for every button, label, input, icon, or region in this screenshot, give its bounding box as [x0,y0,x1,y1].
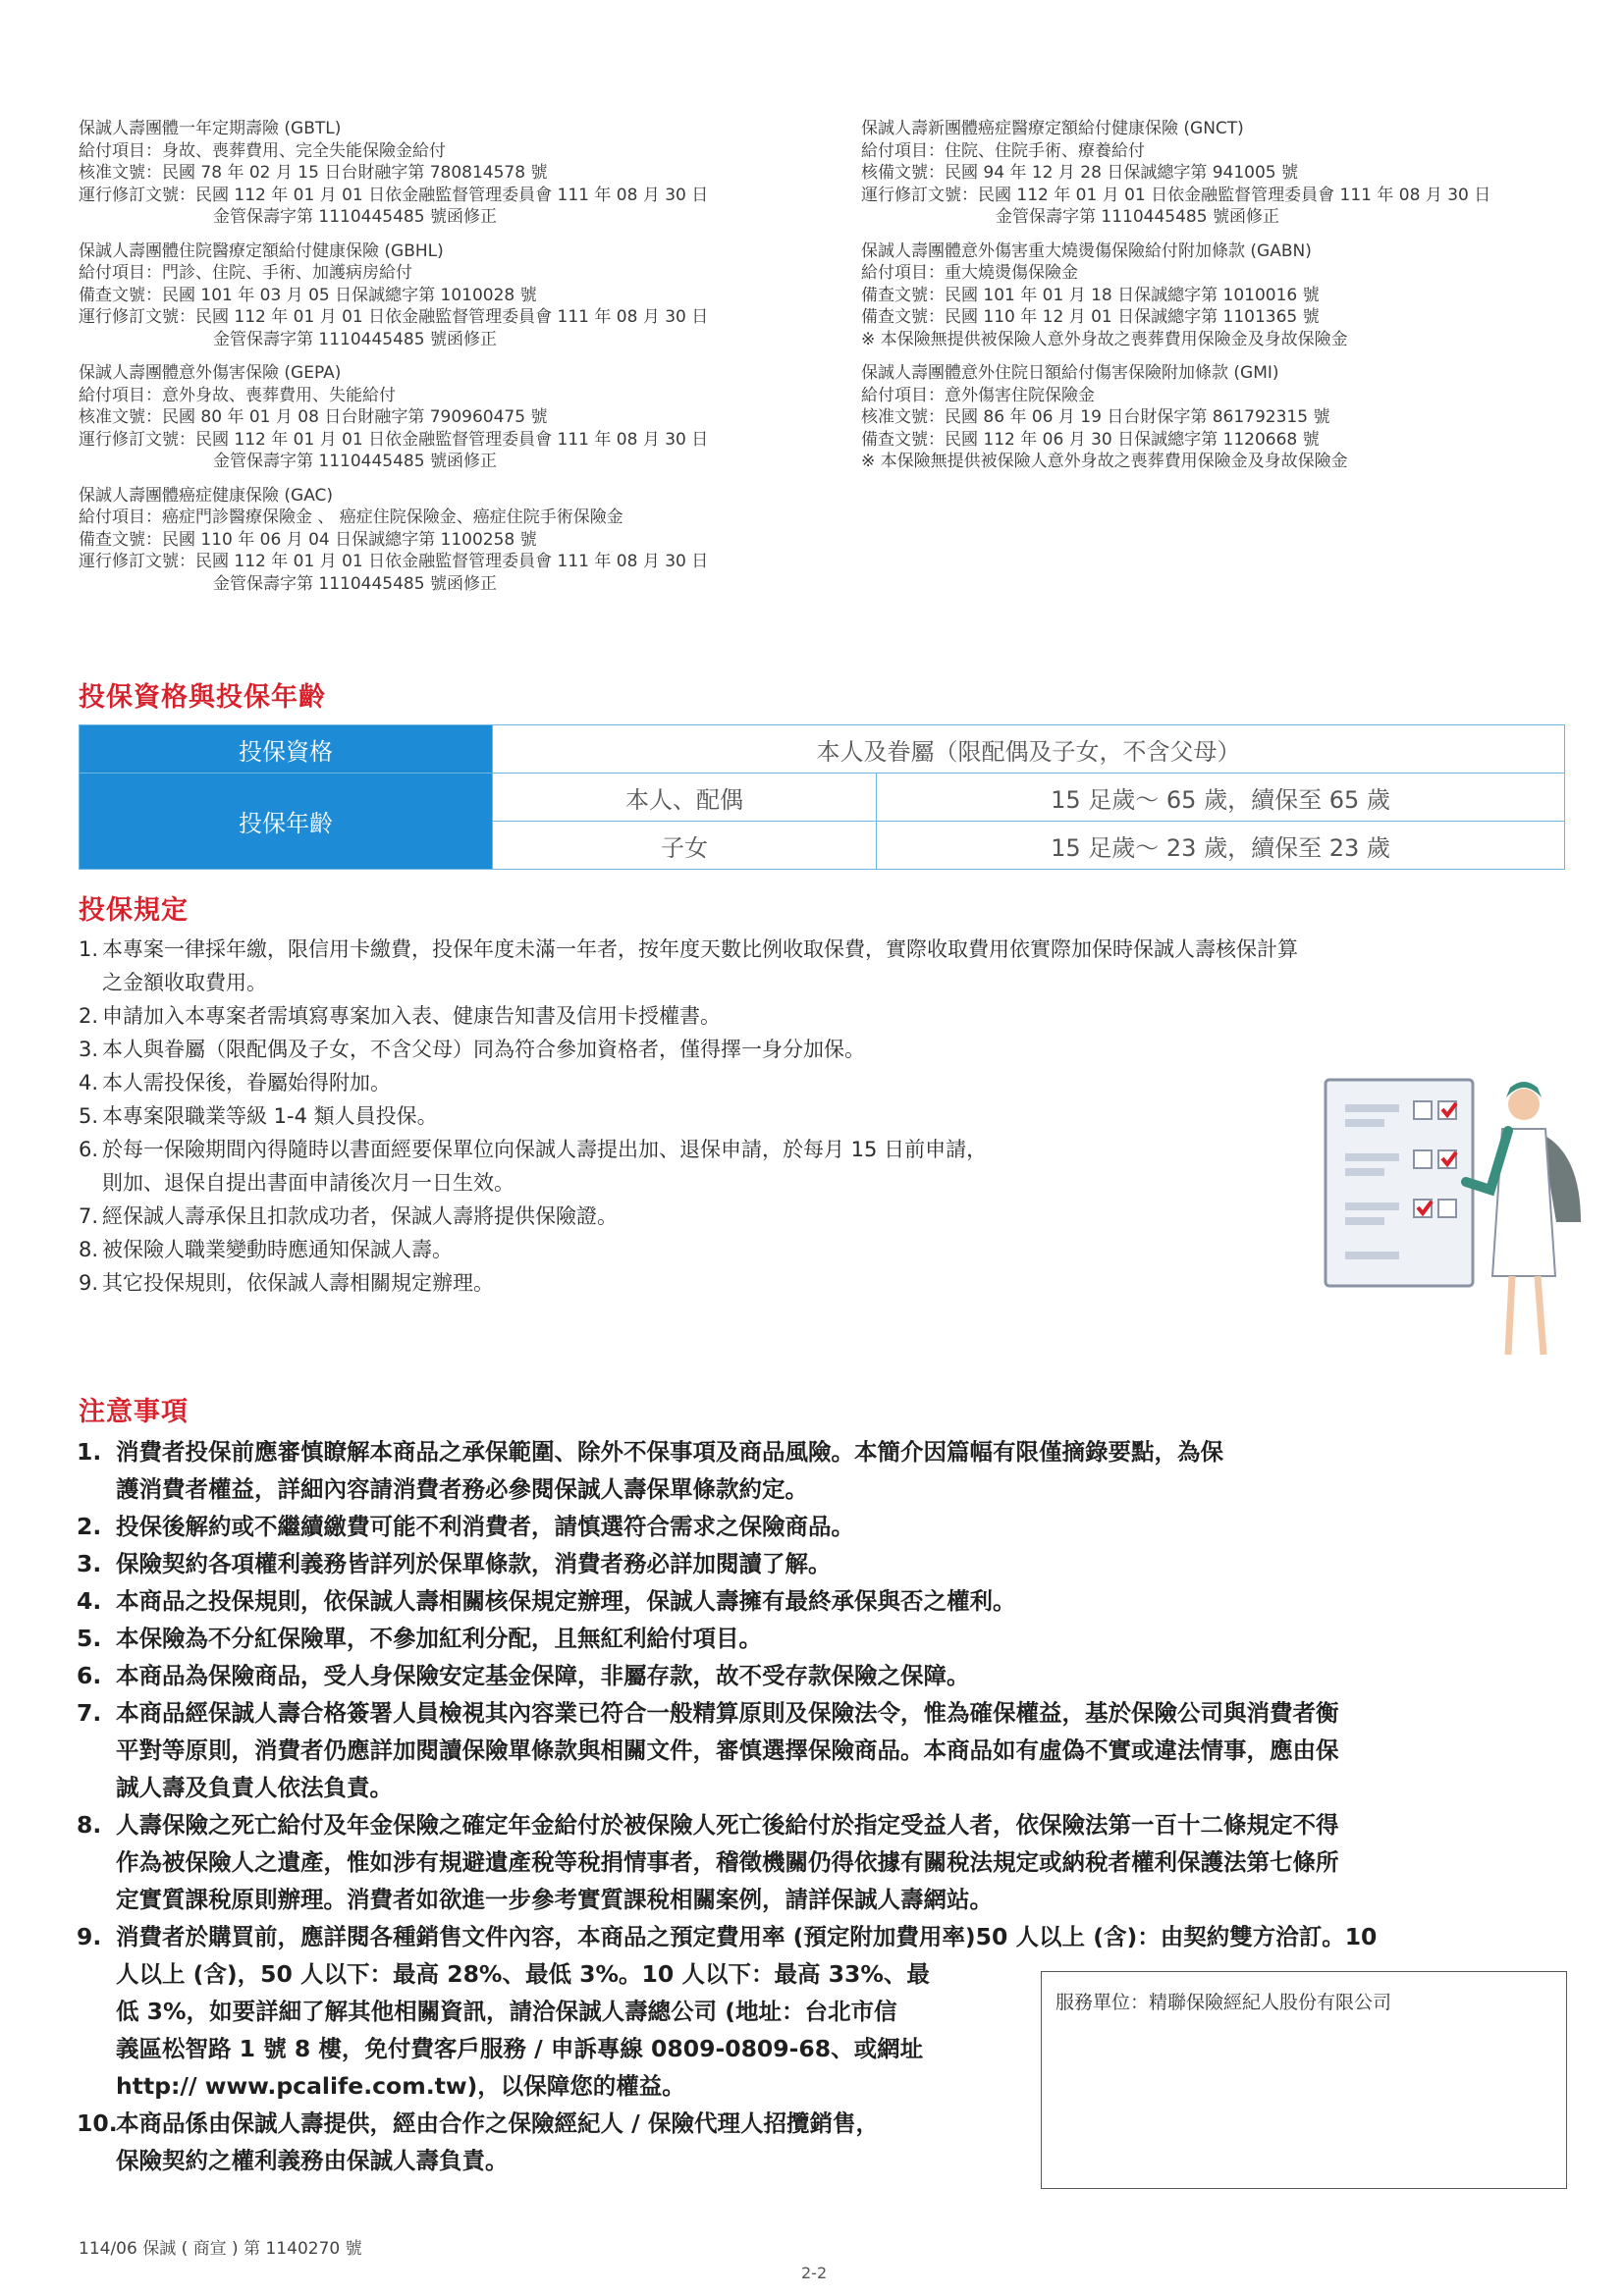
list-number: 1. [77,1438,102,1466]
list-line: 平對等原則，消費者仍應詳加閱讀保險單條款與相關文件，審慎選擇保險商品。本商品如有虛偽不實或違法情事，應由保 [116,1736,1339,1764]
list-number: 3. [77,1550,102,1577]
policy-block [861,240,1588,351]
list-line: 申請加入本專案者需填寫專案加入表、健康告知書及信用卡授權書。 [102,1004,721,1028]
policy-block [79,485,795,596]
policy-line: 運行修訂文號：民國 112 年 01 月 01 日依金融監督管理委員會 111 年 08 月 30 日 [79,429,709,450]
policy-line: 金管保壽字第 1110445485 號函修正 [213,207,497,227]
policy-line: 給付項目：意外傷害住院保險金 [861,385,1095,405]
policy-line: 備查文號：民國 112 年 06 月 30 日保誠總字第 1120668 號 [861,429,1320,450]
policy-line: 保誠人壽團體意外傷害保險 (GEPA) [79,363,342,383]
list-line: 作為被保險人之遺產，惟如涉有規避遺產稅等稅捐情事者，稽徵機關仍得依據有關稅法規定或納稅者權利保護法第七條所 [116,1848,1339,1876]
footer-code: 114/06 保誠 ( 商宣 ) 第 1140270 號 [79,2239,362,2259]
page-number: 2-2 [801,2264,828,2282]
list-number: 1. [79,937,99,961]
eligibility-table [79,724,1565,870]
policy-list-left [79,118,795,607]
list-line: 本專案一律採年繳，限信用卡繳費，投保年度未滿一年者，按年度天數比例收取保費，實際收取費用依實際加保時保誠人壽核保計算 [102,937,1298,961]
self-spouse-age: 15 足歲～ 65 歲，續保至 65 歲 [877,774,1565,822]
list-item [77,1694,1573,1806]
child-age: 15 足歲～ 23 歲，續保至 23 歲 [877,822,1565,870]
policy-block [861,118,1588,229]
list-item [79,933,1571,999]
policy-line: 運行修訂文號：民國 112 年 01 月 01 日依金融監督管理委員會 111 年 08 月 30 日 [79,307,709,327]
policy-line: 核准文號：民國 86 年 06 月 19 日台財保字第 861792315 號 [861,407,1330,427]
policy-block [861,362,1588,473]
list-item [77,1433,1573,1508]
list-item [77,1508,1573,1545]
list-line: 人壽保險之死亡給付及年金保險之確定年金給付於被保險人死亡後給付於指定受益人者，依保險法第一百十二條規定不得 [116,1811,1339,1839]
policy-line: 運行修訂文號：民國 112 年 01 月 01 日依金融監督管理委員會 111 年 08 月 30 日 [79,185,709,205]
policy-note: ※ 本保險無提供被保險人意外身故之喪葬費用保險金及身故保險金 [861,452,1348,471]
policy-line: 金管保壽字第 1110445485 號函修正 [213,573,497,594]
list-line: 本商品之投保規則，依保誠人壽相關核保規定辦理，保誠人壽擁有最終承保與否之權利。 [116,1587,1016,1615]
policy-line: 給付項目：重大燒燙傷保險金 [861,263,1078,283]
policy-line: 保誠人壽團體意外傷害重大燒燙傷保險給付附加條款 (GABN) [861,240,1312,261]
service-unit: 服務單位：精聯保險經紀人股份有限公司 [1056,1992,1392,2013]
doctor-checklist-icon [1306,1060,1591,1364]
list-number: 5. [77,1625,102,1652]
policy-line: 保誠人壽新團體癌症醫療定額給付健康保險 (GNCT) [861,119,1244,138]
policy-line: 給付項目：身故、喪葬費用、完全失能保險金給付 [79,140,446,161]
policy-line: 備查文號：民國 101 年 01 月 18 日保誠總字第 1010016 號 [861,285,1320,305]
list-line: 則加、退保自提出書面申請後次月一日生效。 [102,1171,514,1195]
list-number: 8. [77,1811,102,1839]
self-spouse-label: 本人、配偶 [493,774,877,822]
list-number: 6. [77,1662,102,1689]
policy-line: 給付項目：意外身故、喪葬費用、失能給付 [79,385,396,405]
policy-line: 給付項目：住院、住院手術、療養給付 [861,140,1145,161]
rules-title: 投保規定 [79,895,189,926]
policy-line: 運行修訂文號：民國 112 年 01 月 01 日依金融監督管理委員會 111 年 08 月 30 日 [861,185,1491,205]
list-line: 定實質課稅原則辦理。消費者如欲進一步參考實質課稅相關案例，請詳保誠人壽網站。 [116,1886,993,1913]
table-row [80,725,1565,774]
policy-line: 備查文號：民國 101 年 03 月 05 日保誠總字第 1010028 號 [79,285,537,305]
list-item [79,999,1571,1033]
list-number: 9. [79,1271,99,1295]
notices-title: 注意事項 [79,1397,189,1427]
list-number: 7. [77,1699,102,1727]
list-item [77,1620,1573,1657]
policy-line: 備查文號：民國 110 年 06 月 04 日保誠總字第 1100258 號 [79,529,537,550]
eligibility-value: 本人及眷屬（限配偶及子女，不含父母） [493,725,1565,774]
policy-list-right [861,118,1588,485]
list-line: 本人與眷屬（限配偶及子女，不含父母）同為符合參加資格者，僅得擇一身分加保。 [102,1038,865,1061]
policy-block [79,240,795,351]
list-number: 9. [77,1923,102,1950]
list-item [77,1582,1573,1620]
list-number: 2. [77,1513,102,1540]
policy-line: 金管保壽字第 1110445485 號函修正 [213,329,497,349]
list-line: 投保後解約或不繼續繳費可能不利消費者，請慎選符合需求之保險商品。 [116,1513,854,1540]
policy-line: 核備文號：民國 94 年 12 月 28 日保誠總字第 941005 號 [861,163,1299,183]
policy-note: ※ 本保險無提供被保險人意外身故之喪葬費用保險金及身故保險金 [861,329,1348,349]
list-line: 本人需投保後，眷屬始得附加。 [102,1071,391,1095]
list-number: 10. [77,2109,118,2137]
list-line: http:// www.pcalife.com.tw)，以保障您的權益。 [116,2072,685,2100]
policy-line: 備查文號：民國 110 年 12 月 01 日保誠總字第 1101365 號 [861,307,1320,327]
policy-line: 核准文號：民國 80 年 01 月 08 日台財融字第 790960475 號 [79,407,548,427]
eligibility-title: 投保資格與投保年齡 [79,682,326,713]
table-row [80,774,1565,822]
list-number: 7. [79,1204,99,1228]
list-number: 2. [79,1004,99,1028]
list-line: 本商品為保險商品，受人身保險安定基金保障，非屬存款，故不受存款保險之保障。 [116,1662,970,1689]
policy-block [79,362,795,473]
list-line: 保險契約各項權利義務皆詳列於保單條款，消費者務必詳加閱讀了解。 [116,1550,832,1577]
list-item [77,1806,1573,1918]
list-line: 消費者投保前應審慎瞭解本商品之承保範圍、除外不保事項及商品風險。本簡介因篇幅有限僅摘錄要點，為保 [116,1438,1223,1466]
list-number: 4. [79,1071,99,1095]
list-line: 低 3%，如要詳細了解其他相關資訊，請洽保誠人壽總公司 (地址：台北市信 [116,1998,897,2025]
list-line: 義區松智路 1 號 8 樓，免付費客戶服務 / 申訴專線 0809-0809-68、或網址 [116,2035,924,2062]
policy-block [79,118,795,229]
policy-line: 給付項目：門診、住院、手術、加護病房給付 [79,263,412,283]
list-line: 之金額收取費用。 [102,971,267,994]
policy-line: 核准文號：民國 78 年 02 月 15 日台財融字第 780814578 號 [79,163,548,183]
list-number: 4. [77,1587,102,1615]
list-line: 被保險人職業變動時應通知保誠人壽。 [102,1238,453,1261]
age-header: 投保年齡 [80,774,493,870]
list-number: 8. [79,1238,99,1261]
child-label: 子女 [493,822,877,870]
list-line: 護消費者權益，詳細內容請消費者務必參閱保誠人壽保單條款約定。 [116,1475,808,1503]
list-line: 其它投保規則，依保誠人壽相關規定辦理。 [102,1271,494,1295]
list-line: 人以上 (含)，50 人以下：最高 28%、最低 3%。10 人以下：最高 33%、最 [116,1960,930,1988]
list-line: 於每一保險期間內得隨時以書面經要保單位向保誠人壽提出加、退保申請，於每月 15 日前申請， [102,1138,988,1161]
list-item [77,1545,1573,1582]
list-line: 本保險為不分紅保險單，不參加紅利分配，且無紅利給付項目。 [116,1625,762,1652]
list-line: 本專案限職業等級 1-4 類人員投保。 [102,1104,438,1128]
list-line: 本商品係由保誠人壽提供，經由合作之保險經紀人 / 保險代理人招攬銷售， [116,2109,879,2137]
list-line: 本商品經保誠人壽合格簽署人員檢視其內容業已符合一般精算原則及保險法令，惟為確保權益，基於保險公司與消費者衡 [116,1699,1339,1727]
service-unit-box [1041,1971,1567,2189]
policy-line: 保誠人壽團體意外住院日額給付傷害保險附加條款 (GMI) [861,363,1279,383]
policy-line: 運行修訂文號：民國 112 年 01 月 01 日依金融監督管理委員會 111 年 08 月 30 日 [79,552,709,571]
list-number: 6. [79,1138,99,1161]
policy-line: 金管保壽字第 1110445485 號函修正 [213,452,497,471]
list-line: 消費者於購買前，應詳閱各種銷售文件內容，本商品之預定費用率 (預定附加費用率)50 人以上 (含)：由契約雙方洽訂。10 [116,1923,1378,1950]
list-line: 誠人壽及負責人依法負責。 [116,1774,393,1801]
policy-line: 保誠人壽團體癌症健康保險 (GAC) [79,485,334,506]
list-line: 經保誠人壽承保且扣款成功者，保誠人壽將提供保險證。 [102,1204,618,1228]
list-number: 3. [79,1038,99,1061]
policy-line: 保誠人壽團體一年定期壽險 (GBTL) [79,119,342,138]
list-line: 保險契約之權利義務由保誠人壽負責。 [116,2147,509,2174]
eligibility-header: 投保資格 [80,725,493,774]
policy-line: 保誠人壽團體住院醫療定額給付健康保險 (GBHL) [79,240,444,261]
policy-line: 給付項目：癌症門診醫療保險金 、 癌症住院保險金、癌症住院手術保險金 [79,507,623,527]
policy-line: 金管保壽字第 1110445485 號函修正 [996,207,1279,227]
list-item [77,1657,1573,1694]
list-number: 5. [79,1104,99,1128]
